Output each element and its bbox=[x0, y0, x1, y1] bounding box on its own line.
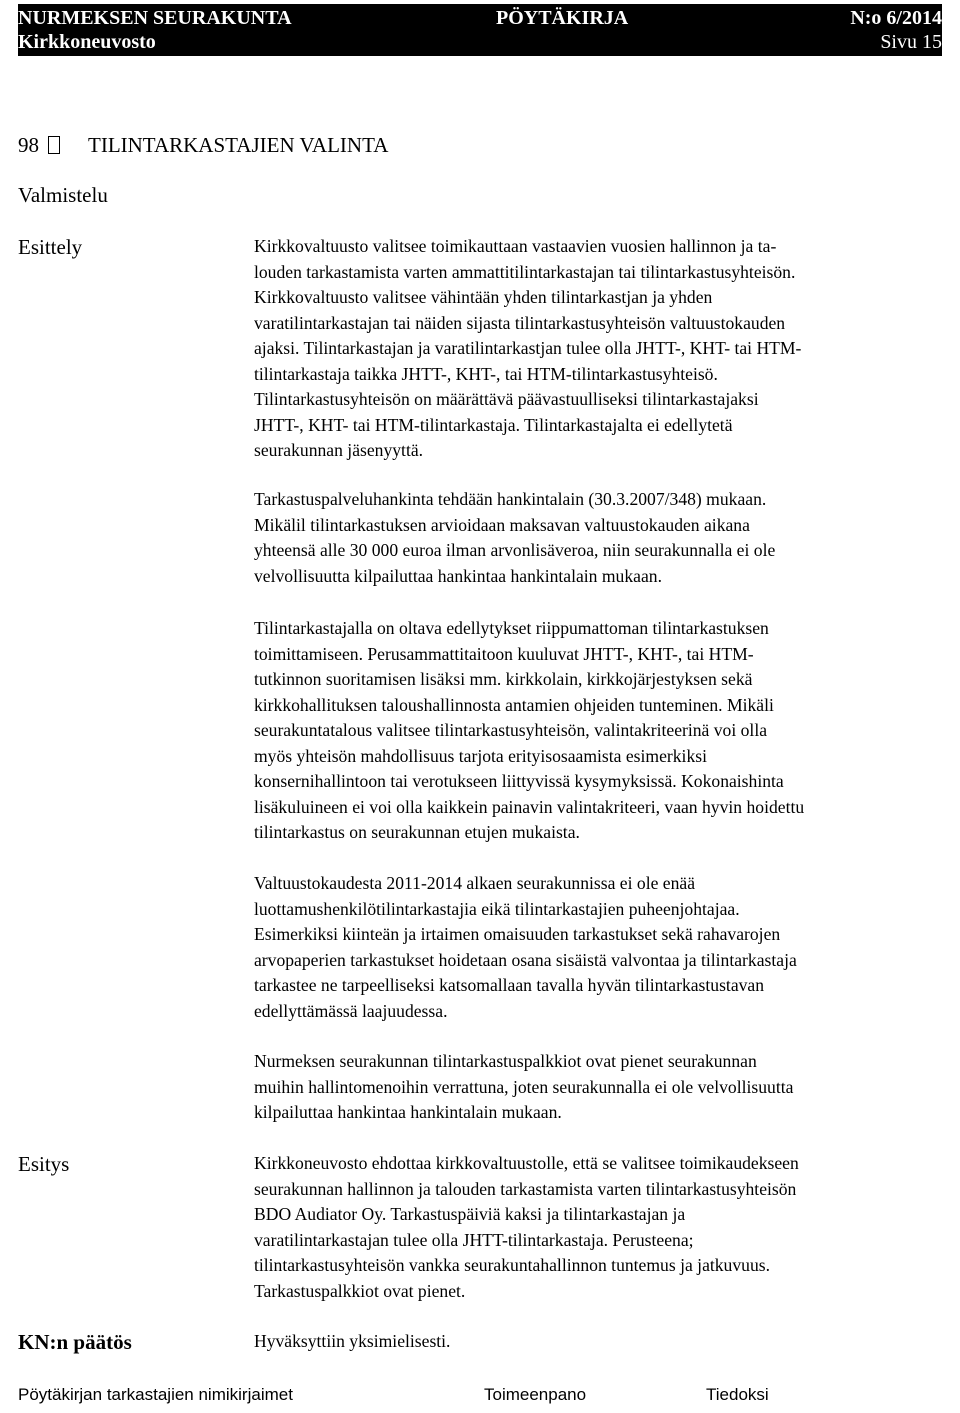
text-line: Tarkastuspalveluhankinta tehdään hankintalain (30.3.2007/348) mukaan. bbox=[254, 489, 767, 509]
text-line: seurakunnan hallinnon ja talouden tarkastamista varten tilintarkastusyhteisön bbox=[254, 1178, 797, 1199]
esittely-label: Esittely bbox=[18, 235, 83, 259]
page-header bbox=[18, 4, 942, 56]
text-line: varatilintarkastajan tai näiden sijasta tilintarkastusyhteisön valtuustokauden bbox=[254, 312, 786, 333]
page-footer bbox=[0, 1384, 960, 1406]
section-number: 98 bbox=[18, 133, 39, 157]
esitys-label: Esitys bbox=[18, 1152, 70, 1176]
text-line: velvollisuutta kilpailuttaa hankintaa hankintalain mukaan. bbox=[254, 565, 662, 586]
text-line: Esimerkiksi kiinteän ja irtaimen omaisuuden tarkastukset sekä rahavarojen bbox=[254, 924, 781, 944]
text-line: Mikälil tilintarkastuksen arvioidaan maksavan valtuustokauden aikana bbox=[254, 514, 750, 535]
text-line: muihin hallintomenoihin verrattuna, joten seurakunnalla ei ole velvollisuutta bbox=[254, 1076, 794, 1097]
document-type: PÖYTÄKIRJA bbox=[496, 7, 629, 29]
text-line: seurakunnan jäsenyyttä. bbox=[254, 440, 424, 460]
section-title bbox=[18, 132, 388, 158]
esittely-paragraph-4 bbox=[254, 871, 944, 1024]
text-line: ajaksi. Tilintarkastajan ja varatilintarkastjan tulee olla JHTT-, KHT- tai HTM- bbox=[254, 338, 802, 358]
section-box-icon bbox=[48, 136, 60, 154]
text-line: kilpailuttaa hankintaa hankintalain mukaan. bbox=[254, 1102, 562, 1122]
organization-name: NURMEKSEN SEURAKUNTA bbox=[18, 7, 292, 29]
text-line: myös yhteisön mahdollisuus tarjota erityisosaamista esimerkiksi bbox=[254, 745, 707, 766]
text-line: tilintarkastusyhteisön vankka seurakuntahallinnon tuntemus ja jatkuvuus. bbox=[254, 1255, 770, 1275]
footer-info: Tiedoksi bbox=[706, 1385, 769, 1404]
esitys-text bbox=[254, 1151, 944, 1304]
section-heading: TILINTARKASTAJIEN VALINTA bbox=[88, 133, 389, 157]
esittely-paragraph-5 bbox=[254, 1049, 944, 1126]
text-line: tarkastee ne tarpeelliseksi katsomallaan tavalla hyvän tilintarkastustavan bbox=[254, 975, 765, 995]
footer-execution: Toimeenpano bbox=[484, 1385, 587, 1404]
esittely-paragraph-2 bbox=[254, 487, 944, 589]
text-line: tilintarkastus on seurakunnan etujen mukaista. bbox=[254, 822, 580, 842]
meeting-body: Kirkkoneuvosto bbox=[18, 31, 156, 53]
paatos-text: Hyväksyttiin yksimielisesti. bbox=[254, 1331, 451, 1351]
paatos-label: KN:n päätös bbox=[18, 1330, 132, 1354]
document-number: N:o 6/2014 bbox=[850, 7, 942, 29]
text-line: lisäkuluineen ei voi olla kaikkein painavin valintakriteeri, vaan hyvin hoidettu bbox=[254, 796, 805, 817]
text-line: Kirkkoneuvosto ehdottaa kirkkovaltuustolle, että se valitsee toimikaudekseen bbox=[254, 1153, 799, 1173]
text-line: luottamushenkilötilintarkastajia eikä tilintarkastajien puheenjohtajaa. bbox=[254, 898, 740, 919]
text-line: Tarkastuspalkkiot ovat pienet. bbox=[254, 1280, 466, 1301]
text-line: tutkinnon suoritamisen lisäksi mm. kirkkolain, kirkkojärjestyksen sekä bbox=[254, 669, 753, 689]
text-line: konsernihallintoon tai verotukseen liittyvissä kysymyksissä. Kokonaishinta bbox=[254, 771, 784, 791]
text-line: JHTT-, KHT- tai HTM-tilintarkastaja. Tilintarkastajalta ei edellytetä bbox=[254, 414, 733, 435]
text-line: toimittamiseen. Perusammattitaitoon kuuluvat JHTT-, KHT-, tai HTM- bbox=[254, 643, 754, 664]
text-line: varatilintarkastajan tulee olla JHTT-tilintarkastaja. Perusteena; bbox=[254, 1229, 694, 1250]
text-line: Valtuustokaudesta 2011-2014 alkaen seurakunnissa ei ole enää bbox=[254, 873, 696, 893]
text-line: kirkkohallituksen taloushallinnosta antamien ohjeiden tunteminen. Mikäli bbox=[254, 694, 774, 715]
text-line: arvopaperien tarkastukset hoidetaan osana sisäistä valvontaa ja tilintarkastaja bbox=[254, 949, 797, 970]
text-line: Nurmeksen seurakunnan tilintarkastuspalkkiot ovat pienet seurakunnan bbox=[254, 1051, 757, 1071]
text-line: Tilintarkastusyhteisön on määrättävä päävastuulliseksi tilintarkastajaksi bbox=[254, 389, 759, 409]
page-number: Sivu 15 bbox=[880, 31, 942, 53]
text-line: Tilintarkastajalla on oltava edellytykset riippumattoman tilintarkastuksen bbox=[254, 618, 769, 638]
esittely-paragraph-1 bbox=[254, 234, 944, 464]
text-line: edellyttämässä laajuudessa. bbox=[254, 1000, 448, 1021]
footer-signatures: Pöytäkirjan tarkastajien nimikirjaimet bbox=[18, 1385, 293, 1404]
text-line: Kirkkovaltuusto valitsee vähintään yhden tilintarkastjan ja yhden bbox=[254, 287, 713, 307]
esittely-paragraph-3 bbox=[254, 616, 944, 846]
text-line: Kirkkovaltuusto valitsee toimikauttaan vastaavien vuosien hallinnon ja ta- bbox=[254, 236, 777, 256]
text-line: seurakuntatalous valitsee tilintarkastusyhteisön, valintakriteerinä voi olla bbox=[254, 720, 768, 740]
text-line: tilintarkastaja taikka JHTT-, KHT-, tai HTM-tilintarkastusyhteisö. bbox=[254, 363, 718, 384]
text-line: yhteensä alle 30 000 euroa ilman arvonlisäveroa, niin seurakunnalla ei ole bbox=[254, 540, 776, 560]
valmistelu-heading: Valmistelu bbox=[18, 183, 108, 207]
text-line: louden tarkastamista varten ammattitilintarkastajan tai tilintarkastusyhteisön. bbox=[254, 261, 796, 282]
text-line: BDO Audiator Oy. Tarkastuspäiviä kaksi ja tilintarkastajan ja bbox=[254, 1204, 686, 1224]
